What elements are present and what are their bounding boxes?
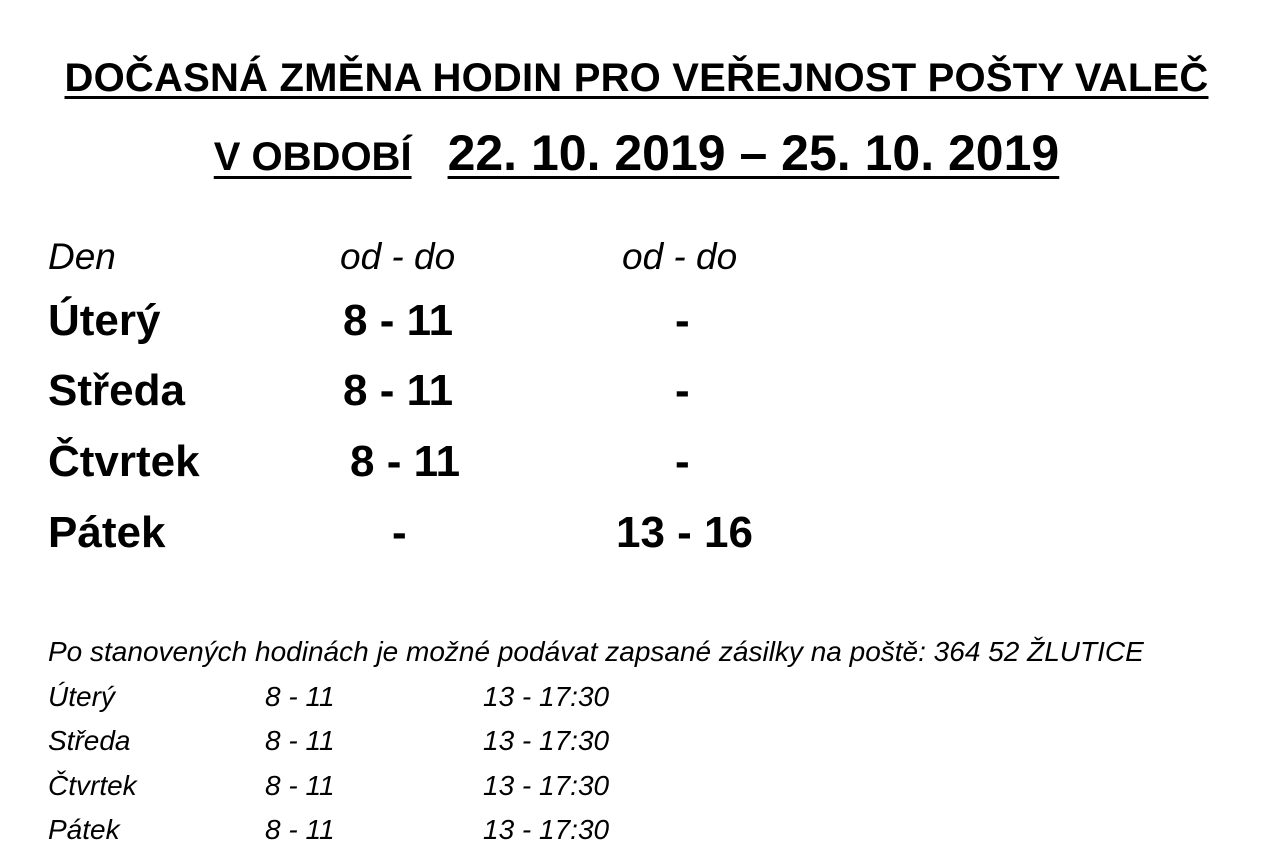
row-from-to-1: 8 - 11 — [343, 296, 454, 345]
row-from-to-2: - — [675, 437, 690, 486]
row-from-to-2: - — [675, 296, 690, 345]
alt-morning: 8 - 11 — [265, 725, 335, 756]
row-from-to-1: 8 - 11 — [350, 437, 461, 486]
row-from-to-2: 13 - 16 — [616, 508, 753, 557]
row-from-to-1: 8 - 11 — [343, 366, 454, 415]
row-from-to-2: - — [675, 366, 690, 415]
period-dates: 22. 10. 2019 – 25. 10. 2019 — [447, 125, 1060, 181]
header-day: Den — [48, 236, 116, 277]
alt-afternoon: 13 - 17:30 — [483, 725, 610, 756]
header-from-to-2: od - do — [622, 236, 738, 277]
alt-morning: 8 - 11 — [265, 814, 335, 845]
header-from-to-1: od - do — [340, 236, 456, 277]
row-from-to-1: - — [392, 508, 407, 557]
alt-afternoon: 13 - 17:30 — [483, 814, 610, 845]
alt-day: Úterý — [48, 681, 115, 712]
alt-morning: 8 - 11 — [265, 681, 335, 712]
period-title — [0, 124, 1273, 182]
row-day: Středa — [48, 366, 185, 415]
alt-day: Čtvrtek — [48, 770, 137, 801]
alt-afternoon: 13 - 17:30 — [483, 681, 610, 712]
alt-day: Středa — [48, 725, 131, 756]
alt-day: Pátek — [48, 814, 120, 845]
row-day: Úterý — [48, 296, 161, 345]
alt-afternoon: 13 - 17:30 — [483, 770, 610, 801]
page-title: DOČASNÁ ZMĚNA HODIN PRO VEŘEJNOST POŠTY VALEČ — [64, 56, 1209, 100]
period-label: V OBDOBÍ — [213, 135, 412, 179]
row-day: Pátek — [48, 508, 166, 557]
alt-morning: 8 - 11 — [265, 770, 335, 801]
row-day: Čtvrtek — [48, 437, 200, 486]
alternate-office-note: Po stanovených hodinách je možné podávat zapsané zásilky na poště: 364 52 ŽLUTICE — [48, 636, 1144, 667]
